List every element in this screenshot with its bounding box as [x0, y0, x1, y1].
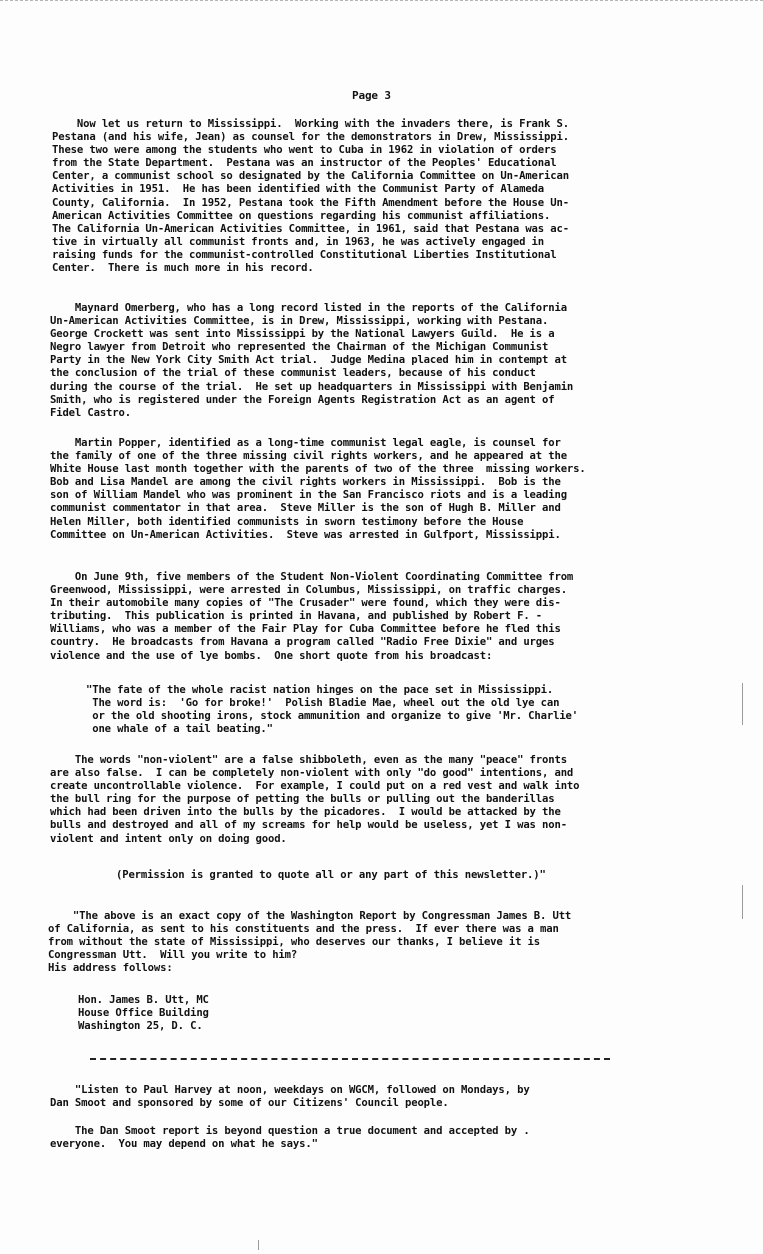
page-number: Page 3 [352, 89, 391, 102]
paragraph-popper: Martin Popper, identified as a long-time communist legal eagle, is counsel for the family of one of the three missing civil rights workers, and he appeared at the White House last month together with the parents of two of the three missing workers. Bob and Lisa Mandel are among the civil rights workers in Mississippi. Bob is the son of William Mandel who was prominent in the San Francisco riots and is a leading communist commentator in that area. Steve Miller is the son of Hugh B. Miller and Helen Miller, both identified communists in sworn testimony before the House Committee on Un-American Activities. Steve was arrested in Gulfport, Mississippi. [50, 437, 586, 541]
closing-paragraph: "The above is an exact copy of the Washington Report by Congressman James B. Utt of California, as sent to his constituents and the press. If ever there was a man from without the state of Mississippi, who deserves our thanks, I believe it is Congressman Utt. Will you write to him? His address follows: [48, 910, 572, 975]
broadcast-quote: "The fate of the whole racist nation hinges on the pace set in Mississippi. The word is: 'Go for broke!' Polish Bladie Mae, wheel out the old lye can or the old shooting irons, stock ammunition and organize to give 'Mr. Charlie' one whale of a tail beating." [86, 684, 579, 736]
mailing-address: Hon. James B. Utt, MC House Office Building Washington 25, D. C. [78, 994, 209, 1033]
radio-note: "Listen to Paul Harvey at noon, weekdays on WGCM, followed on Mondays, by Dan Smoot and sponsored by some of our Citizens' Council people. [50, 1084, 530, 1110]
margin-scan-mark [742, 885, 743, 919]
permission-note: (Permission is granted to quote all or any part of this newsletter.)" [116, 869, 546, 881]
section-divider [90, 1058, 610, 1060]
paragraph-invaders: Now let us return to Mississippi. Working with the invaders there, is Frank S. Pestana (and his wife, Jean) as counsel for the demonstrators in Drew, Mississippi. These two were among the students who went to Cuba in 1962 in violation of orders from the State Department. Pestana was an instructor of the Peoples' Educational Center, a communist school so designated by the California Committee on Un-American Activities in 1951. He has been identified with the Communist Party of Alameda County, California. In 1952, Pestana took the Fifth Amendment before the House Un- American Activities Committee on questions regarding his communist affiliations. The California Un-American Activities Committee, in 1961, said that Pestana was ac- tive in virtually all communist fronts and, in 1963, he was actively engaged in raising funds for the communist-controlled Constitutional Liberties Institutional Center. There is much more in his record. [52, 118, 569, 275]
margin-scan-mark [742, 683, 743, 725]
paragraph-sncc-arrest: On June 9th, five members of the Student Non-Violent Coordinating Committee from Greenwood, Mississippi, were arrested in Columbus, Mississippi, on traffic charges. In their automobile many copies of "The Crusader" were found, which they were dis- tributing. This publication is printed in Havana, and published by Robert F. - Williams, who was a member of the Fair Play for Cuba Committee before he fled this country. He broadcasts from Havana a program called "Radio Free Dixie" and urges violence and the use of lye bombs. One short quote from his broadcast: [50, 571, 574, 662]
page-top-rule [0, 0, 763, 1]
paragraph-non-violent: The words "non-violent" are a false shibboleth, even as the many "peace" fronts are also false. I can be completely non-violent with only "do good" intentions, and create uncontrollable violence. For example, I could put on a red vest and walk into the bull ring for the purpose of petting the bulls or pulling out the banderillas which had been driven into the bulls by the picadores. I would be attacked by the bulls and destroyed and all of my screams for help would be useless, yet I was non- violent and intent only on doing good. [50, 754, 580, 845]
paragraph-omerberg: Maynard Omerberg, who has a long record listed in the reports of the California Un-American Activities Committee, is in Drew, Mississippi, working with Pestana. George Crockett was sent into Mississippi by the National Lawyers Guild. He is a Negro lawyer from Detroit who represented the Chairman of the Michigan Communist Party in the New York City Smith Act trial. Judge Medina placed him in contempt at the conclusion of the trial of these communist leaders, because of his conduct during the course of the trial. He set up headquarters in Mississippi with Benjamin Smith, who is registered under the Foreign Agents Registration Act as an agent of Fidel Castro. [50, 302, 574, 419]
smoot-report-note: The Dan Smoot report is beyond question a true document and accepted by . everyone. You may depend on what he says." [50, 1125, 530, 1151]
bottom-scan-mark [258, 1240, 259, 1250]
